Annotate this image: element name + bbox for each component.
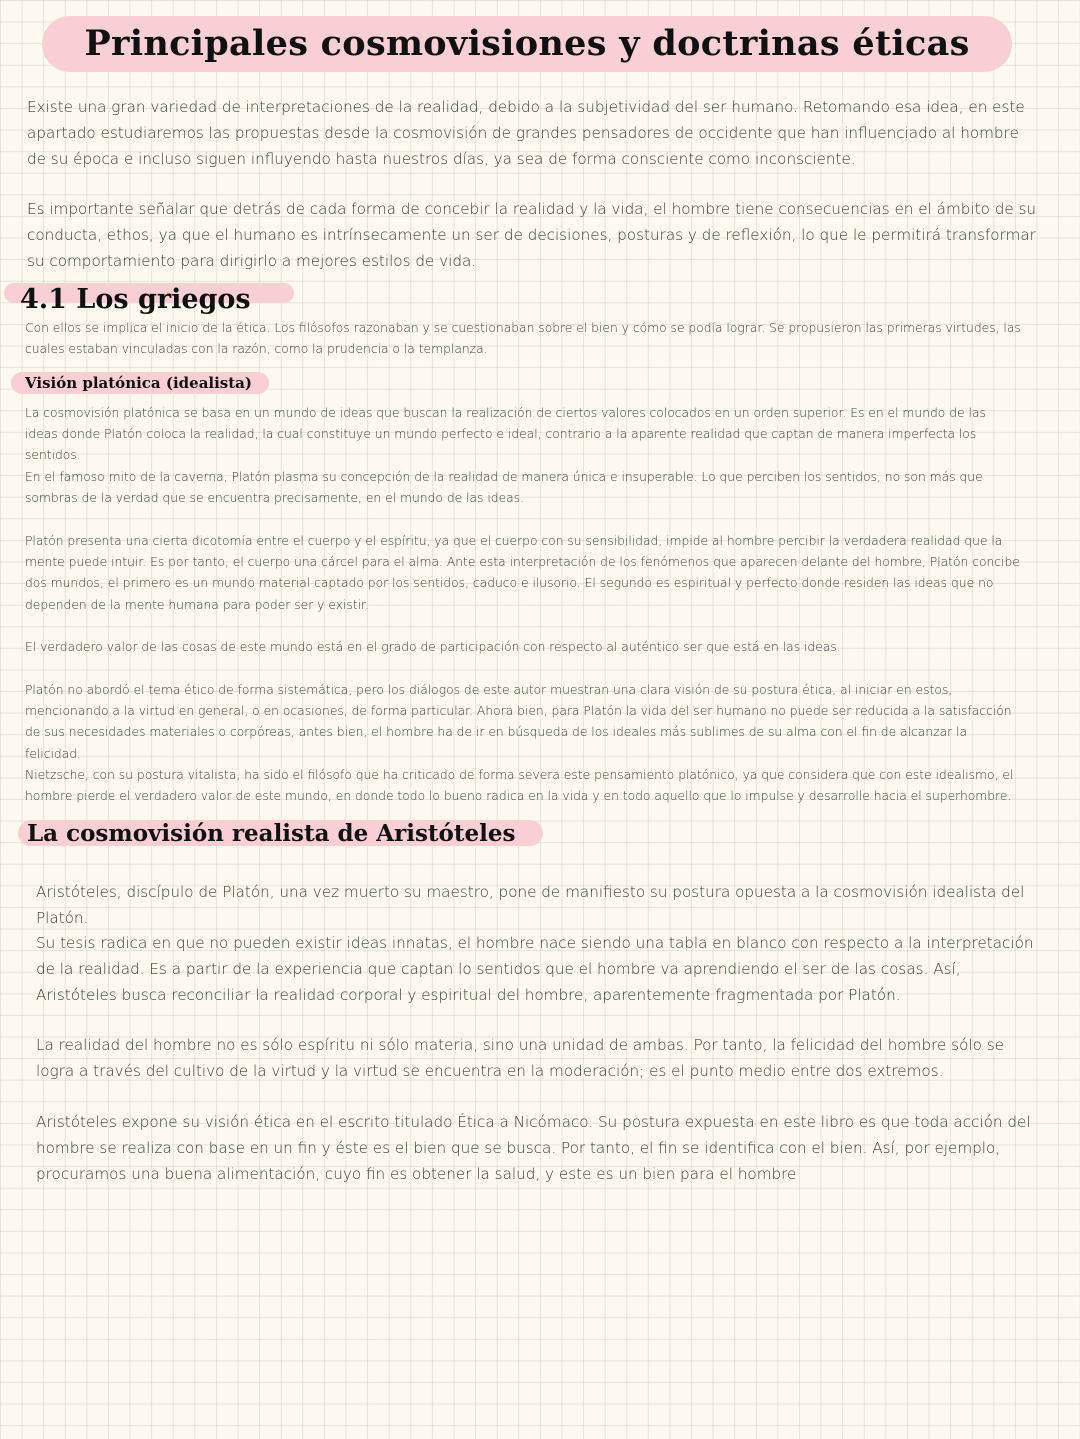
platon-paragraph-3: Platón presenta una cierta dicotomía entre el cuerpo y el espíritu, ya que el cuerpo con su sensibilidad, impide al hombre percibir la verdadera realidad que la mente puede intuir. Es por tanto, el cuerpo una cárcel para el alma. Ante esta interpretación de los fenómenos que aparecen delante del hombre, Platón concibe dos mundos, el primero es un mundo material captado por los sentidos, caduco e ilusorio. El segundo es espiritual y perfecto donde residen las ideas que no dependen de la mente humana para poder ser y existir. [25,534,1020,612]
intro-paragraph-1: Existe una gran variedad de interpretaciones de la realidad, debido a la subjetividad del ser humano. Retomando esa idea, en este apartado estudiaremos las propuestas desde la cosmovisión de grandes pensadores de occidente que han influenciado al hombre de su época e incluso siguen influyendo hasta nuestros días, ya sea de forma consciente como inconsciente. [27,98,1025,168]
platon-paragraph-2: En el famoso mito de la caverna, Platón plasma su concepción de la realidad de manera única e insuperable. Lo que perciben los sentidos, no son más que sombras de la verdad que se encuentra precisamente, en el mundo de las ideas. [25,470,983,506]
section-heading-aristoteles: La cosmovisión realista de Aristóteles [27,820,516,847]
platon-paragraph-5: Platón no abordó el tema ético de forma sistemática, pero los diálogos de este autor muestran una clara visión de su postura ética, al iniciar en estos, mencionando a la virtud en general, o en ocasiones, de forma particular. Ahora bien, para Platón la vida del ser humano no puede ser reducida a la satisfacción de sus necesidades materiales o corpóreas, antes bien, el hombre ha de ir en búsqueda de los ideales más sublimes de su alma con el fin de alcanzar la felicidad. [25,683,1012,761]
platon-paragraph-1: La cosmovisión platónica se basa en un mundo de ideas que buscan la realización de ciertos valores colocados en un orden superior. Es en el mundo de las ideas donde Platón coloca la realidad, la cual constituye un mundo perfecto e ideal, contrario a la aparente realidad que captan de manera imperfecta los sentidos. [25,406,986,463]
aristoteles-paragraph-3: La realidad del hombre no es sólo espíritu ni sólo materia, sino una unidad de ambas. Por tanto, la felicidad del hombre sólo se logra a través del cultivo de la virtud y la virtud se encuentra en la moderación; es el punto medio entre dos extremos. [36,1036,1004,1080]
aristoteles-paragraph-2: Su tesis radica en que no pueden existir ideas innatas, el hombre nace siendo una tabla en blanco con respecto a la interpretación de la realidad. Es a partir de la experiencia que captan lo sentidos que el hombre va aprendiendo el ser de las cosas. Así, Aristóteles busca reconciliar la realidad corporal y espiritual del hombre, aparentemente fragmentada por Platón. [36,934,1034,1004]
platon-paragraph-4: El verdadero valor de las cosas de este mundo está en el grado de participación con respecto al auténtico ser que está en las ideas. [25,640,841,654]
page-title: Principales cosmovisiones y doctrinas éticas [84,23,970,64]
section-heading-platon: Visión platónica (idealista) [25,374,252,392]
aristoteles-paragraph-1: Aristóteles, discípulo de Platón, una vez muerto su maestro, pone de manifiesto su postura opuesta a la cosmovisión idealista del Platón. [36,883,1025,927]
title-highlight [42,16,1012,72]
intro-paragraph-2: Es importante señalar que detrás de cada forma de concebir la realidad y la vida, el hombre tiene consecuencias en el ámbito de su conducta, ethos, ya que el humano es intrínsecamente un ser de decisiones, posturas y de reflexión, lo que le permitirá transformar su comportamiento para dirigirlo a mejores estilos de vida. [27,200,1037,270]
section-heading-griegos: 4.1 Los griegos [20,284,251,315]
aristoteles-paragraph-4: Aristóteles expone su visión ética en el escrito titulado Ética a Nicómaco. Su postura expuesta en este libro es que toda acción del hombre se realiza con base en un fin y éste es el bien que se busca. Por tanto, el fin se identifica con el bien. Así, por ejemplo, procuramos una buena alimentación, cuyo fin es obtener la salud, y este es un bien para el hombre [36,1113,1031,1183]
griegos-paragraph: Con ellos se implica el inicio de la ética. Los filósofos razonaban y se cuestionaban sobre el bien y cómo se podía lograr. Se propusieron las primeras virtudes, las cuales estaban vinculadas con la razón, como la prudencia o la templanza. [25,321,1021,357]
platon-paragraph-6: Nietzsche, con su postura vitalista, ha sido el filósofo que ha criticado de forma severa este pensamiento platónico, ya que considera que con este idealismo, el hombre pierde el verdadero valor de este mundo, en donde todo lo bueno radica en la vida y en todo aquello que lo impulse y desarrolle hacia el superhombre. [25,768,1014,804]
